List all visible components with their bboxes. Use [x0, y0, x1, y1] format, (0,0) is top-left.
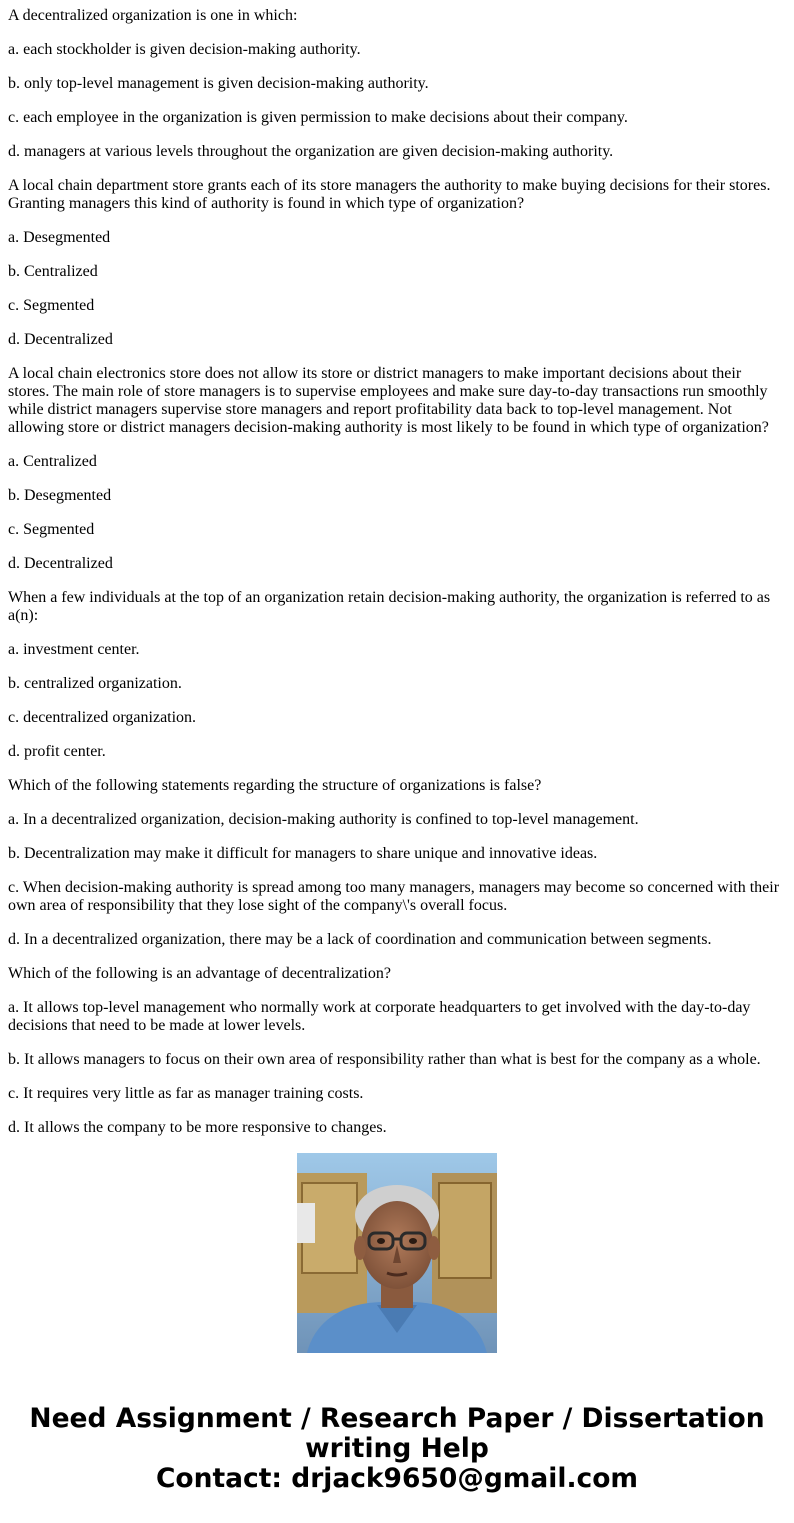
answer-option: d. Decentralized: [8, 555, 113, 572]
quiz-content: [8, 7, 786, 1136]
answer-option: b. Centralized: [8, 263, 98, 280]
footer-line: Need Assignment / Research Paper / Dissertation: [29, 1403, 765, 1434]
answer-option: d. managers at various levels throughout the organization are given decision-making authority.: [8, 143, 614, 160]
question-stem: Which of the following is an advantage of decentralization?: [8, 965, 391, 982]
answer-option: b. centralized organization.: [8, 675, 182, 692]
answer-option: c. It requires very little as far as manager training costs.: [8, 1085, 364, 1102]
footer-contact: Contact: drjack9650@gmail.com: [155, 1463, 639, 1494]
answer-option: b. Desegmented: [8, 487, 112, 504]
answer-option: b. Decentralization may make it difficult for managers to share unique and innovative ideas.: [8, 845, 598, 862]
answer-option: d. profit center.: [8, 743, 106, 760]
answer-option: a. Desegmented: [8, 229, 111, 246]
answer-option: a. It allows top-level management who normally work at corporate headquarters to get involved with the day-to-day decisions that need to be made at lower levels.: [8, 999, 751, 1034]
answer-option: a. In a decentralized organization, decision-making authority is confined to top-level management.: [8, 811, 639, 828]
answer-option: a. investment center.: [8, 641, 140, 658]
answer-option: c. each employee in the organization is given permission to make decisions about their company.: [8, 109, 628, 126]
answer-option: b. only top-level management is given decision-making authority.: [8, 75, 429, 92]
answer-option: c. When decision-making authority is spread among too many managers, managers may become so concerned with their own area of responsibility that they lose sight of the company\'s overall focus.: [8, 879, 780, 914]
answer-option: d. It allows the company to be more responsive to changes.: [8, 1119, 387, 1136]
answer-option: a. each stockholder is given decision-making authority.: [8, 41, 361, 58]
answer-option: b. It allows managers to focus on their own area of responsibility rather than what is best for the company as a whole.: [8, 1051, 761, 1068]
question-stem: A local chain department store grants each of its store managers the authority to make buying decisions for their stores. Granting managers this kind of authority is found in which type of organization?: [8, 177, 771, 212]
author-portrait-image: [297, 1153, 497, 1353]
answer-option: a. Centralized: [8, 453, 97, 470]
footer-line: writing Help: [305, 1433, 489, 1464]
question-stem: A local chain electronics store does not allow its store or district managers to make important decisions about their stores. The main role of store managers is to supervise employees and make sure day-to-day transactions run smoothly while district managers supervise store managers and report profitability data back to top-level management. Not allowing store or district managers decision-making authority is most likely to be found in which type of organization?: [8, 365, 769, 436]
answer-option: c. Segmented: [8, 521, 95, 538]
author-avatar: [297, 1153, 497, 1353]
question-stem: When a few individuals at the top of an organization retain decision-making authority, the organization is referred to as a(n):: [8, 589, 771, 624]
question-stem: Which of the following statements regarding the structure of organizations is false?: [8, 777, 542, 794]
answer-option: c. decentralized organization.: [8, 709, 197, 726]
answer-option: c. Segmented: [8, 297, 95, 314]
question-stem: A decentralized organization is one in which:: [8, 7, 298, 24]
footer-promo: [0, 1404, 794, 1494]
answer-option: d. In a decentralized organization, there may be a lack of coordination and communication between segments.: [8, 931, 712, 948]
answer-option: d. Decentralized: [8, 331, 113, 348]
